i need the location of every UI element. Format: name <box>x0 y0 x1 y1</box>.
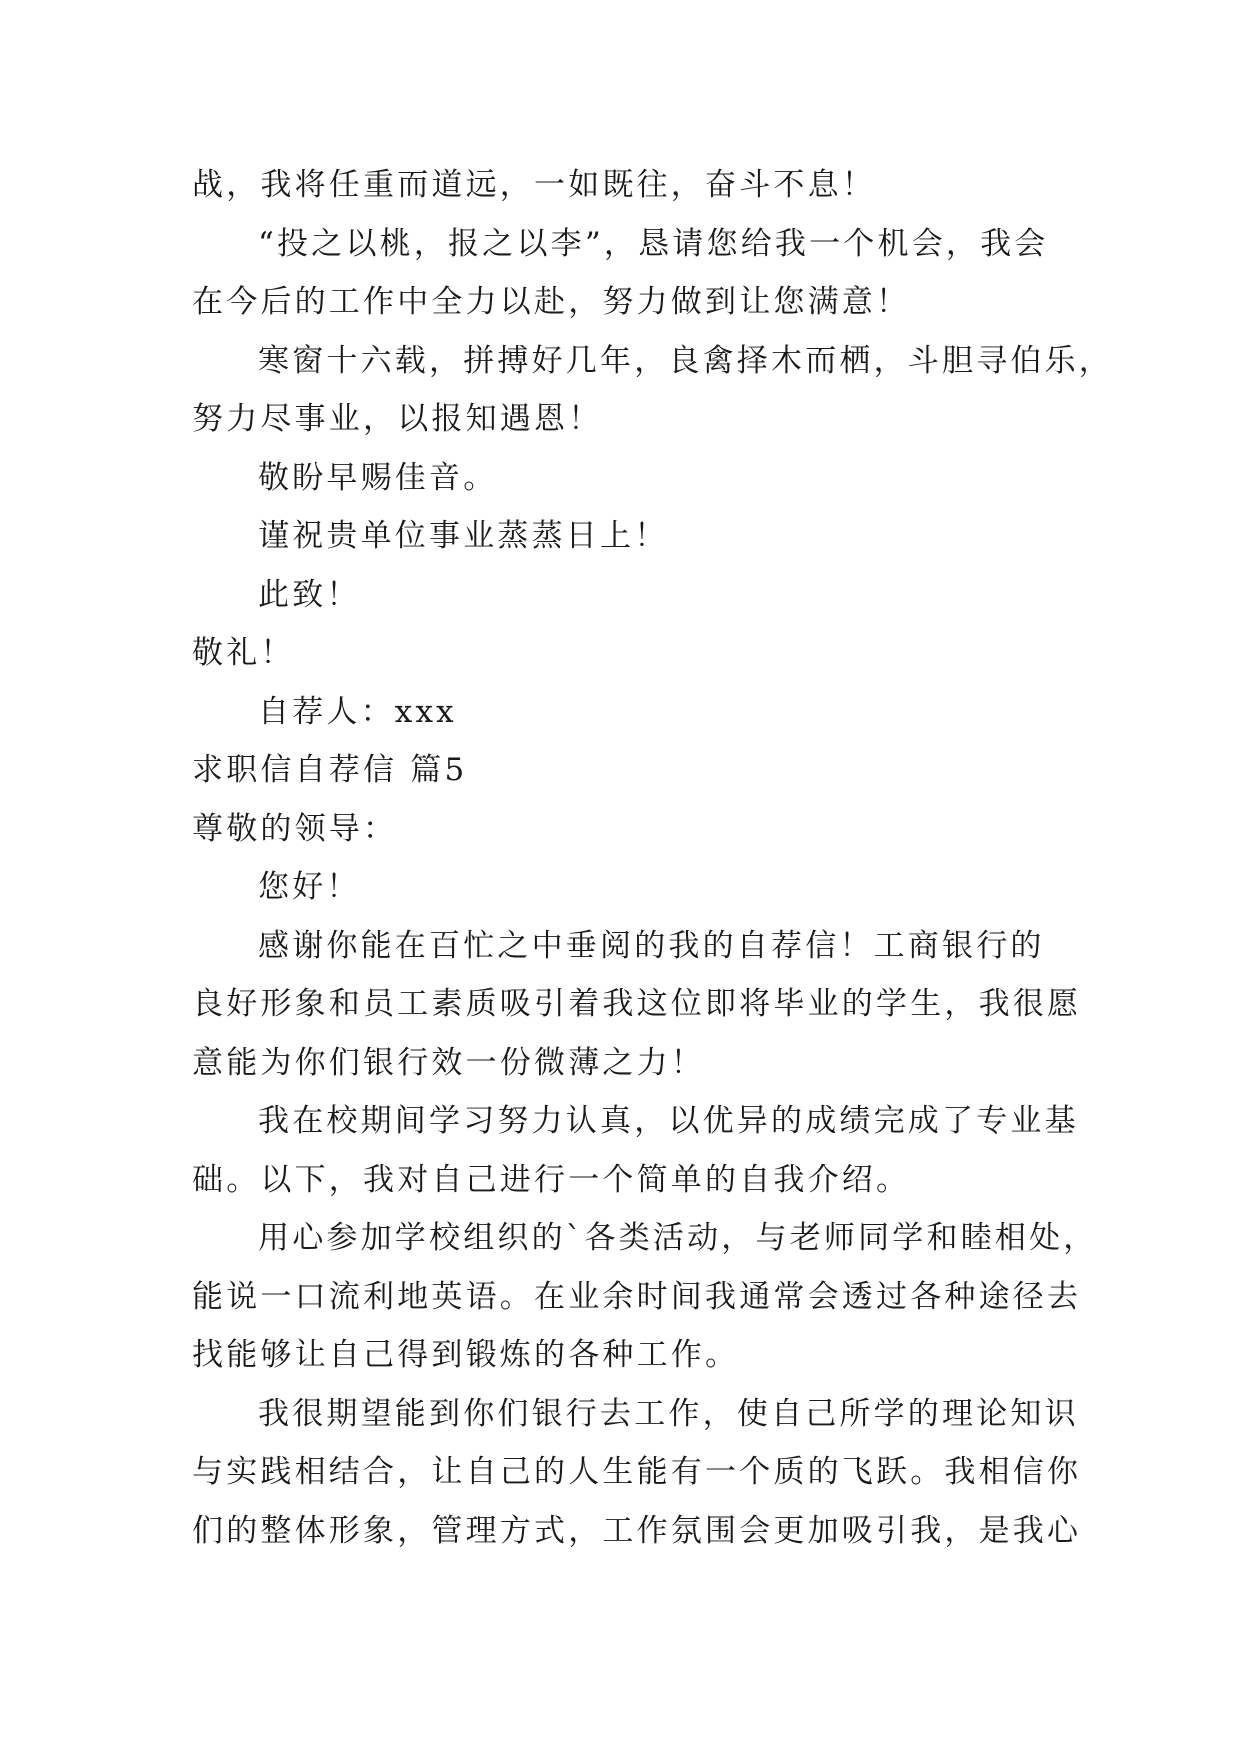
text-line: 意能为你们银行效一份微薄之力！ <box>192 1044 705 1081</box>
text-line: 努力尽事业，以报知遇恩！ <box>192 401 603 437</box>
text-line: 自荐人：xxx <box>258 693 457 730</box>
text-line: 础。以下，我对自己进行一个简单的自我介绍。 <box>192 1161 911 1198</box>
text-line: 良好形象和员工素质吸引着我这位即将毕业的学生，我很愿 <box>192 986 1082 1022</box>
text-line: 寒窗十六载，拼搏好几年，良禽择木而栖，斗胆寻伯乐， <box>258 342 1113 379</box>
text-line: 此致！ <box>258 576 361 613</box>
text-line: 求职信自荐信 篇5 <box>192 752 468 788</box>
text-line: 在今后的工作中全力以赴，努力做到让您满意！ <box>192 284 911 320</box>
text-line: 感谢你能在百忙之中垂阅的我的自荐信！工商银行的 <box>258 927 1045 964</box>
text-line: 能说一口流利地英语。在业余时间我通常会透过各种途径去 <box>192 1278 1082 1315</box>
text-line: 用心参加学校组织的`各类活动，与老师同学和睦相处， <box>258 1220 1098 1256</box>
document-body <box>192 156 1113 1560</box>
text-line: 们的整体形象，管理方式，工作氛围会更加吸引我，是我心 <box>192 1512 1082 1549</box>
text-line: 敬礼！ <box>192 635 295 671</box>
text-line: 找能够让自己得到锻炼的各种工作。 <box>192 1337 740 1373</box>
text-line: 敬盼早赐佳音。 <box>258 459 498 496</box>
text-line: 与实践相结合，让自己的人生能有一个质的飞跃。我相信你 <box>192 1454 1082 1490</box>
text-line: “投之以桃，报之以李”，恳请您给我一个机会，我会 <box>258 225 1049 262</box>
text-line: 尊敬的领导： <box>192 810 398 847</box>
text-line: 战，我将任重而道远，一如既往，奋斗不息！ <box>192 167 876 203</box>
text-line: 我很期望能到你们银行去工作，使自己所学的理论知识 <box>258 1395 1079 1432</box>
text-line: 您好！ <box>258 869 361 905</box>
text-line: 我在校期间学习努力认真，以优异的成绩完成了专业基 <box>258 1103 1079 1139</box>
text-line: 谨祝贵单位事业蒸蒸日上！ <box>258 518 669 554</box>
